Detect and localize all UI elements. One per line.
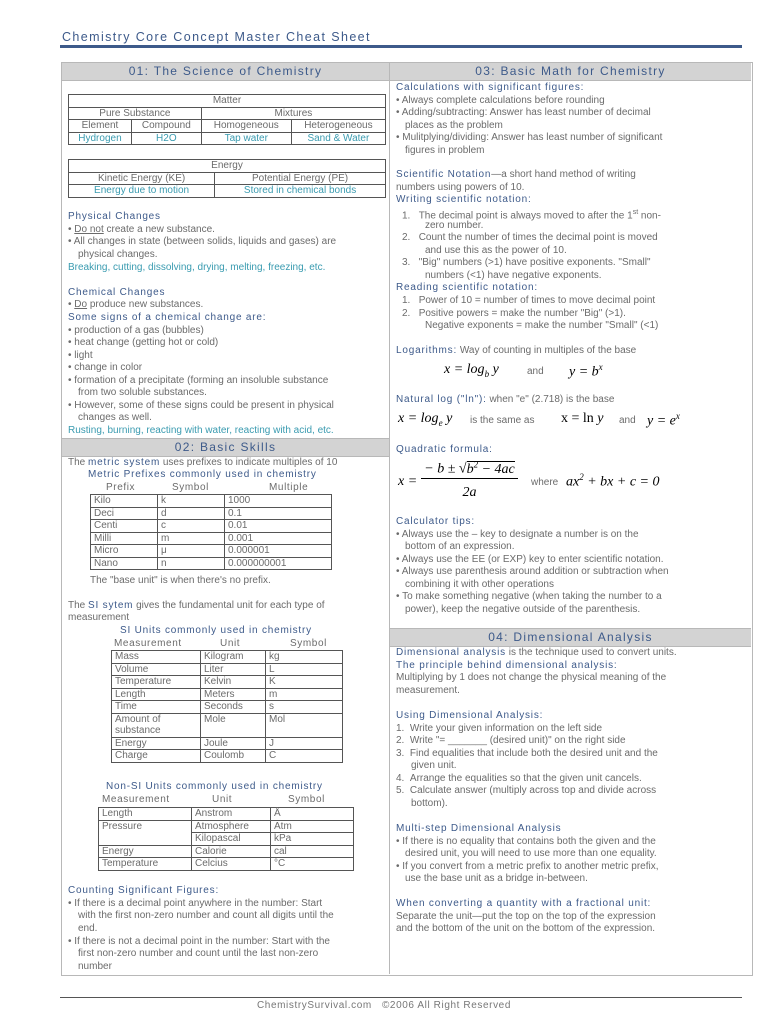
quadratic-title: Quadratic formula: <box>396 444 493 455</box>
text-span: light <box>74 350 93 361</box>
table-cell: Kilogram <box>201 651 266 664</box>
table-cell: Kelvin <box>201 676 266 689</box>
table-cell: 0.01 <box>225 520 332 533</box>
read-step-1: 1. Power of 10 = number of times to move decimal point <box>402 295 656 306</box>
tip-2: • Always use the EE (or EXP) key to enter scientific notation. <box>396 554 664 565</box>
use-step-2: 2. Write "= _______ (desired unit)" on the right side <box>396 735 626 746</box>
text-span: The <box>68 600 89 611</box>
phys-examples: Breaking, cutting, dissolving, drying, melting, freezing, etc. <box>68 262 326 273</box>
table-cell: Mole <box>201 713 266 737</box>
nonsi-table-title: Non-SI Units commonly used in chemistry <box>106 781 323 792</box>
element: Element <box>69 120 132 133</box>
text-span: Dimensional analysis <box>396 647 506 658</box>
text-span: Calculate answer (multiply across top and divide across <box>409 785 657 796</box>
write-step-3: 3. "Big" numbers (>1) have positive exponents. "Small" <box>402 257 651 268</box>
sci-notation-b: numbers using powers of 10. <box>396 182 525 193</box>
tip-3b: combining it with other operations <box>405 579 554 590</box>
table-cell: Atm <box>271 820 354 833</box>
sign-3: • light <box>68 350 93 361</box>
table-cell: 0.000000001 <box>225 557 332 570</box>
sand-water: Sand & Water <box>291 132 385 145</box>
text-span: change in color <box>74 362 143 373</box>
text-span: Do not <box>74 224 104 235</box>
table-row <box>112 663 343 676</box>
fractional-text-b: and the bottom of the unit on the bottom of the expression. <box>396 923 656 934</box>
potential-energy: Potential Energy (PE) <box>215 172 386 185</box>
sig-figs-title: Counting Significant Figures: <box>68 885 220 896</box>
footer-site-link[interactable]: ChemistrySurvival.com <box>256 1000 372 1011</box>
fractional-text: Separate the unit—put the top on the top of the expression <box>396 911 656 922</box>
sign-2: • heat change (getting hot or cold) <box>68 337 219 348</box>
multi-item-2b: use the base unit as a bridge in-between. <box>405 873 588 884</box>
text-span: x <box>598 362 603 372</box>
matter-table <box>68 94 386 145</box>
tip-1: • Always use the – key to designate a number is on the <box>396 529 639 540</box>
section-04-title: 04: Dimensional Analysis <box>390 628 751 647</box>
table-row <box>91 495 332 508</box>
text-span: Adding/subtracting: Answer has least number of decimal <box>401 107 651 118</box>
table-cell: 0.001 <box>225 532 332 545</box>
text-span: is the technique used to convert units. <box>505 647 677 658</box>
table-cell: Centi <box>91 520 158 533</box>
text-span: $b^2 - 4ac$ <box>466 459 515 477</box>
table-row <box>99 808 354 821</box>
sign-4: • change in color <box>68 362 143 373</box>
text-span: If there is a decimal point anywhere in the number: Start <box>74 898 323 909</box>
pe-desc: Stored in chemical bonds <box>215 185 386 198</box>
table-row <box>91 532 332 545</box>
prefix-col-prefix: Prefix <box>106 482 136 493</box>
table-cell: Charge <box>112 750 201 763</box>
principle-title: The principle behind dimensional analysis: <box>396 660 618 671</box>
log-and: and <box>527 366 544 377</box>
chem-examples: Rusting, burning, reacting with water, reacting with acid, etc. <box>68 425 334 436</box>
text-span: However, some of these signs could be present in physical <box>74 400 334 411</box>
table-row <box>91 520 332 533</box>
prefix-table <box>90 494 332 570</box>
table-cell: cal <box>271 845 354 858</box>
nonsi-col-symbol: Symbol <box>288 794 325 805</box>
calc-item-2: • Adding/subtracting: Answer has least number of decimal <box>396 107 651 118</box>
tip-4: • To make something negative (when taking the number to a <box>396 591 662 602</box>
copyright: ©2006 All Right Reserved <box>381 1000 512 1011</box>
text-span: metric system <box>88 457 161 468</box>
table-cell: Energy <box>99 845 192 858</box>
read-step-2: 2. Positive powers = make the number "Big" (>1). <box>402 308 626 319</box>
table-cell: μ <box>158 545 225 558</box>
quadratic-denominator: 2a <box>462 485 477 500</box>
sign-6b: changes as well. <box>78 412 152 423</box>
table-cell: Coulomb <box>201 750 266 763</box>
table-cell: Energy <box>112 737 201 750</box>
table-cell: Micro <box>91 545 158 558</box>
table-cell: kg <box>266 651 343 664</box>
use-step-3: 3. Find equalities that include both the desired unit and the <box>396 748 658 759</box>
text-span: Always complete calculations before rounding <box>401 95 605 106</box>
write-step-1: 1. The decimal point is always moved to after the 1st non- <box>402 209 661 222</box>
table-cell: Seconds <box>201 701 266 714</box>
chem-signs-title: Some signs of a chemical change are: <box>68 312 267 323</box>
text-span: Mulitplying/dividing: Answer has least number of significant <box>402 132 663 143</box>
text-span: Positive powers = make the number "Big" (>1). <box>418 308 626 319</box>
section-03-title: 03: Basic Math for Chemistry <box>390 62 751 81</box>
multi-item-2: • If you convert from a metric prefix to another metric prefix, <box>396 861 659 872</box>
text-span: "Big" numbers (>1) have positive exponents. "Small" <box>418 257 651 268</box>
sig-item-2: • If there is not a decimal point in the number: Start with the <box>68 936 330 947</box>
text-span: Arrange the equalities so that the given unit cancels. <box>409 773 642 784</box>
pure-substance: Pure Substance <box>69 107 202 120</box>
table-cell: 0.1 <box>225 507 332 520</box>
table-row <box>69 160 386 173</box>
table-cell: Mass <box>112 651 201 664</box>
table-cell: d <box>158 507 225 520</box>
table-cell: Temperature <box>112 676 201 689</box>
table-cell: Meters <box>201 688 266 701</box>
table-cell: Time <box>112 701 201 714</box>
mixtures: Mixtures <box>201 107 385 120</box>
table-cell: n <box>158 557 225 570</box>
text-span: create a new substance. <box>103 224 215 235</box>
table-cell: Milli <box>91 532 158 545</box>
write-step-1b: zero number. <box>425 220 484 231</box>
phys-item-2: • All changes in state (between solids, liquids and gases) are <box>68 236 337 247</box>
text-span: Way of counting in multiples of the base <box>457 345 637 356</box>
table-cell: L <box>266 663 343 676</box>
exp-equation: $y = b^x$ <box>569 362 603 380</box>
text-span: All changes in state (between solids, liquids and gases) are <box>73 236 337 247</box>
table-cell: Nano <box>91 557 158 570</box>
nonsi-col-measurement: Measurement <box>102 794 170 805</box>
text-span: Logarithms: <box>396 345 458 356</box>
tip-1b: bottom of an expression. <box>405 541 515 552</box>
table-cell: Volume <box>112 663 201 676</box>
natural-log <box>396 394 614 407</box>
text-span: To make something negative (when taking the number to a <box>402 591 662 602</box>
quadratic-x: x = <box>398 474 418 489</box>
tap-water: Tap water <box>201 132 291 145</box>
text-span: formation of a precipitate (forming an insoluble substance <box>74 375 329 386</box>
table-cell: J <box>266 737 343 750</box>
same-as: is the same as <box>470 415 535 426</box>
table-cell: Atmosphere <box>192 820 271 833</box>
chemical-changes-title: Chemical Changes <box>68 287 166 298</box>
use-step-3b: given unit. <box>411 760 457 771</box>
si-col-symbol: Symbol <box>290 638 327 649</box>
table-cell: Mol <box>266 713 343 737</box>
base-unit-note: The "base unit" is when there's no prefix. <box>90 575 271 586</box>
reading-sci-title: Reading scientific notation: <box>396 282 538 293</box>
text-span: Always use the – key to designate a number is on the <box>401 529 639 540</box>
phys-item-2b: physical changes. <box>78 249 158 260</box>
table-cell: Å <box>271 808 354 821</box>
sig-item-2c: number <box>78 961 112 972</box>
table-cell: K <box>266 676 343 689</box>
multi-item-1: • If there is no equality that contains both the given and the <box>396 836 656 847</box>
chem-item-1: • Do produce new substances. <box>68 299 204 310</box>
column-divider <box>389 62 390 974</box>
table-row <box>91 507 332 520</box>
use-step-5: 5. Calculate answer (multiply across top and divide across <box>396 785 657 796</box>
text-span: when "e" (2.718) is the base <box>486 394 615 405</box>
prefix-table-title: Metric Prefixes commonly used in chemistry <box>88 469 317 480</box>
table-cell: Liter <box>201 663 266 676</box>
si-table-title: SI Units commonly used in chemistry <box>120 625 312 636</box>
table-cell: c <box>158 520 225 533</box>
si-table <box>111 650 343 763</box>
si-col-unit: Unit <box>220 638 241 649</box>
use-step-4: 4. Arrange the equalities so that the given unit cancels. <box>396 773 642 784</box>
table-row <box>112 750 343 763</box>
compound: Compound <box>131 120 201 133</box>
write-step-2b: and use this as the power of 10. <box>425 245 567 256</box>
text-span: x <box>675 411 680 421</box>
heterogeneous: Heterogeneous <box>291 120 385 133</box>
table-cell: Temperature <box>99 858 192 871</box>
table-cell: k <box>158 495 225 508</box>
sig-item-1: • If there is a decimal point anywhere in the number: Start <box>68 898 323 909</box>
calc-item-3b: figures in problem <box>405 145 485 156</box>
table-row <box>69 185 386 198</box>
table-cell: Kilopascal <box>192 833 271 846</box>
matter-head: Matter <box>69 95 386 108</box>
text-span: SI sytem <box>88 600 134 611</box>
table-row <box>112 688 343 701</box>
text-span: —a short hand method of writing <box>491 169 636 180</box>
table-row <box>91 545 332 558</box>
si-intro <box>68 600 325 613</box>
text-span: gives the fundamental unit for each type of <box>133 600 325 611</box>
calc-item-3: • Mulitplying/dividing: Answer has least number of significant <box>396 132 663 143</box>
h2o: H2O <box>131 132 201 145</box>
table-row <box>112 676 343 689</box>
text-span: st <box>632 209 639 216</box>
table-row <box>69 172 386 185</box>
calc-item-2b: places as the problem <box>405 120 503 131</box>
table-cell: °C <box>271 858 354 871</box>
table-cell: Length <box>99 808 192 821</box>
si-col-measurement: Measurement <box>114 638 182 649</box>
table-cell: Joule <box>201 737 266 750</box>
sign-1: • production of a gas (bubbles) <box>68 325 204 336</box>
tip-4b: power), keep the negative outside of the parenthesis. <box>405 604 641 615</box>
read-step-2b: Negative exponents = make the number "Small" (<1) <box>425 320 659 331</box>
using-dim-title: Using Dimensional Analysis: <box>396 710 544 721</box>
text-span: non- <box>638 210 661 222</box>
quadratic-numerator: − $b \pm √b^2 - 4ac$ <box>421 459 518 479</box>
table-cell: 1000 <box>225 495 332 508</box>
text-span: 2 <box>473 459 479 469</box>
table-row <box>91 557 332 570</box>
table-cell: C <box>266 750 343 763</box>
physical-changes-title: Physical Changes <box>68 211 161 222</box>
write-step-2: 2. Count the number of times the decimal point is moved <box>402 232 658 243</box>
energy-head: Energy <box>69 160 386 173</box>
text-span: Count the number of times the decimal point is moved <box>418 232 658 243</box>
table-row <box>112 713 343 737</box>
text-span: If there is not a decimal point in the number: Start with the <box>74 936 330 947</box>
sci-notation <box>396 169 636 182</box>
title-rule <box>60 45 742 48</box>
sign-5: • formation of a precipitate (forming an insoluble substance <box>68 375 329 386</box>
calc-sig-title: Calculations with significant figures: <box>396 82 585 93</box>
text-span: x = ln <box>561 411 594 426</box>
table-cell: Celcius <box>192 858 271 871</box>
energy-table <box>68 159 386 198</box>
sig-item-1c: end. <box>78 923 98 934</box>
table-row <box>99 820 354 833</box>
use-step-1: 1. Write your given information on the left side <box>396 723 603 734</box>
quadratic-equation: $ax^2$ + bx + c = 0 <box>566 472 660 490</box>
ln-log-equation: $x = \log_e y$ <box>398 411 453 428</box>
table-cell: m <box>158 532 225 545</box>
page-title: Chemistry Core Concept Master Cheat Sheet <box>62 30 371 44</box>
si-intro-b: measurement <box>68 612 130 623</box>
multi-item-1b: desired unit, you will need to use more than one equality. <box>405 848 657 859</box>
table-row <box>112 701 343 714</box>
sign-5b: from two soluble substances. <box>78 387 207 398</box>
log-equation: $x = \log_b y$ <box>444 362 499 379</box>
text-span: uses prefixes to indicate multiples of 10 <box>160 457 338 468</box>
text-span: The decimal point is always moved to after the 1 <box>418 210 633 222</box>
text-span: production of a gas (bubbles) <box>74 325 204 336</box>
prefix-col-symbol: Symbol <box>172 482 209 493</box>
text-span: Scientific Notation <box>396 169 492 180</box>
table-cell: 0.000001 <box>225 545 332 558</box>
dim-analysis-intro <box>396 647 677 660</box>
table-row <box>69 107 386 120</box>
text-span: Do <box>74 299 88 310</box>
table-cell: Deci <box>91 507 158 520</box>
fractional-unit-title: When converting a quantity with a fractional unit: <box>396 898 652 909</box>
nonsi-table <box>98 807 354 871</box>
multi-step-title: Multi-step Dimensional Analysis <box>396 823 562 834</box>
text-span: Write "= _______ (desired unit)" on the right side <box>409 735 626 746</box>
use-step-5b: bottom). <box>411 798 448 809</box>
write-step-3b: numbers (<1) have negative exponents. <box>425 270 602 281</box>
sig-item-1b: with the first non-zero number and count all digits until the <box>78 910 334 921</box>
table-cell: kPa <box>271 833 354 846</box>
table-cell: m <box>266 688 343 701</box>
table-row <box>112 737 343 750</box>
ln-equation: x = ln y <box>561 411 604 426</box>
writing-sci-title: Writing scientific notation: <box>396 194 532 205</box>
table-cell: Pressure <box>99 820 192 845</box>
table-row <box>69 120 386 133</box>
text-span: produce new substances. <box>87 299 204 310</box>
table-row <box>99 858 354 871</box>
text-span: Natural log ("ln"): <box>396 394 487 405</box>
ke-desc: Energy due to motion <box>69 185 215 198</box>
text-span: Always use parenthesis around addition or subtraction when <box>401 566 669 577</box>
prefix-col-multiple: Multiple <box>269 482 309 493</box>
table-row <box>69 132 386 145</box>
quadratic-where: where <box>531 477 559 488</box>
homogeneous: Homogeneous <box>201 120 291 133</box>
kinetic-energy: Kinetic Energy (KE) <box>69 172 215 185</box>
metric-intro <box>68 457 337 470</box>
hydrogen: Hydrogen <box>69 132 132 145</box>
text-span: If you convert from a metric prefix to another metric prefix, <box>402 861 659 872</box>
table-row <box>112 651 343 664</box>
table-cell: Amount of substance <box>112 713 201 737</box>
calculator-tips-title: Calculator tips: <box>396 516 475 527</box>
table-row <box>99 845 354 858</box>
e-equation: $y = e^x$ <box>647 411 680 429</box>
footer <box>0 1000 768 1011</box>
footer-rule <box>60 997 742 998</box>
tip-3: • Always use parenthesis around addition or subtraction when <box>396 566 669 577</box>
section-01-title: 01: The Science of Chemistry <box>62 62 389 81</box>
text-span: If there is no equality that contains both the given and the <box>402 836 656 847</box>
table-row <box>69 95 386 108</box>
table-cell: Calorie <box>192 845 271 858</box>
nonsi-col-unit: Unit <box>212 794 233 805</box>
phys-item-1: • Do not create a new substance. <box>68 224 215 235</box>
text-span: Always use the EE (or EXP) key to enter scientific notation. <box>401 554 664 565</box>
table-cell: Length <box>112 688 201 701</box>
text-span: heat change (getting hot or cold) <box>74 337 219 348</box>
principle-text: Multiplying by 1 does not change the physical meaning of the <box>396 672 667 683</box>
principle-text-b: measurement. <box>396 685 460 696</box>
table-cell: Anstrom <box>192 808 271 821</box>
sig-item-2b: first non-zero number and count until the last non-zero <box>78 948 319 959</box>
sign-6: • However, some of these signs could be present in physical <box>68 400 334 411</box>
section-02-title: 02: Basic Skills <box>62 438 389 457</box>
text-span: Power of 10 = number of times to move decimal point <box>418 295 656 306</box>
table-cell: s <box>266 701 343 714</box>
calc-item-1: • Always complete calculations before rounding <box>396 95 605 106</box>
table-cell: Kilo <box>91 495 158 508</box>
text-span: Write your given information on the left side <box>409 723 603 734</box>
text-span: 2 <box>579 472 584 482</box>
text-span: The <box>68 457 89 468</box>
logarithms <box>396 345 636 358</box>
ln-and: and <box>619 415 636 426</box>
text-span: Find equalities that include both the desired unit and the <box>409 748 658 759</box>
